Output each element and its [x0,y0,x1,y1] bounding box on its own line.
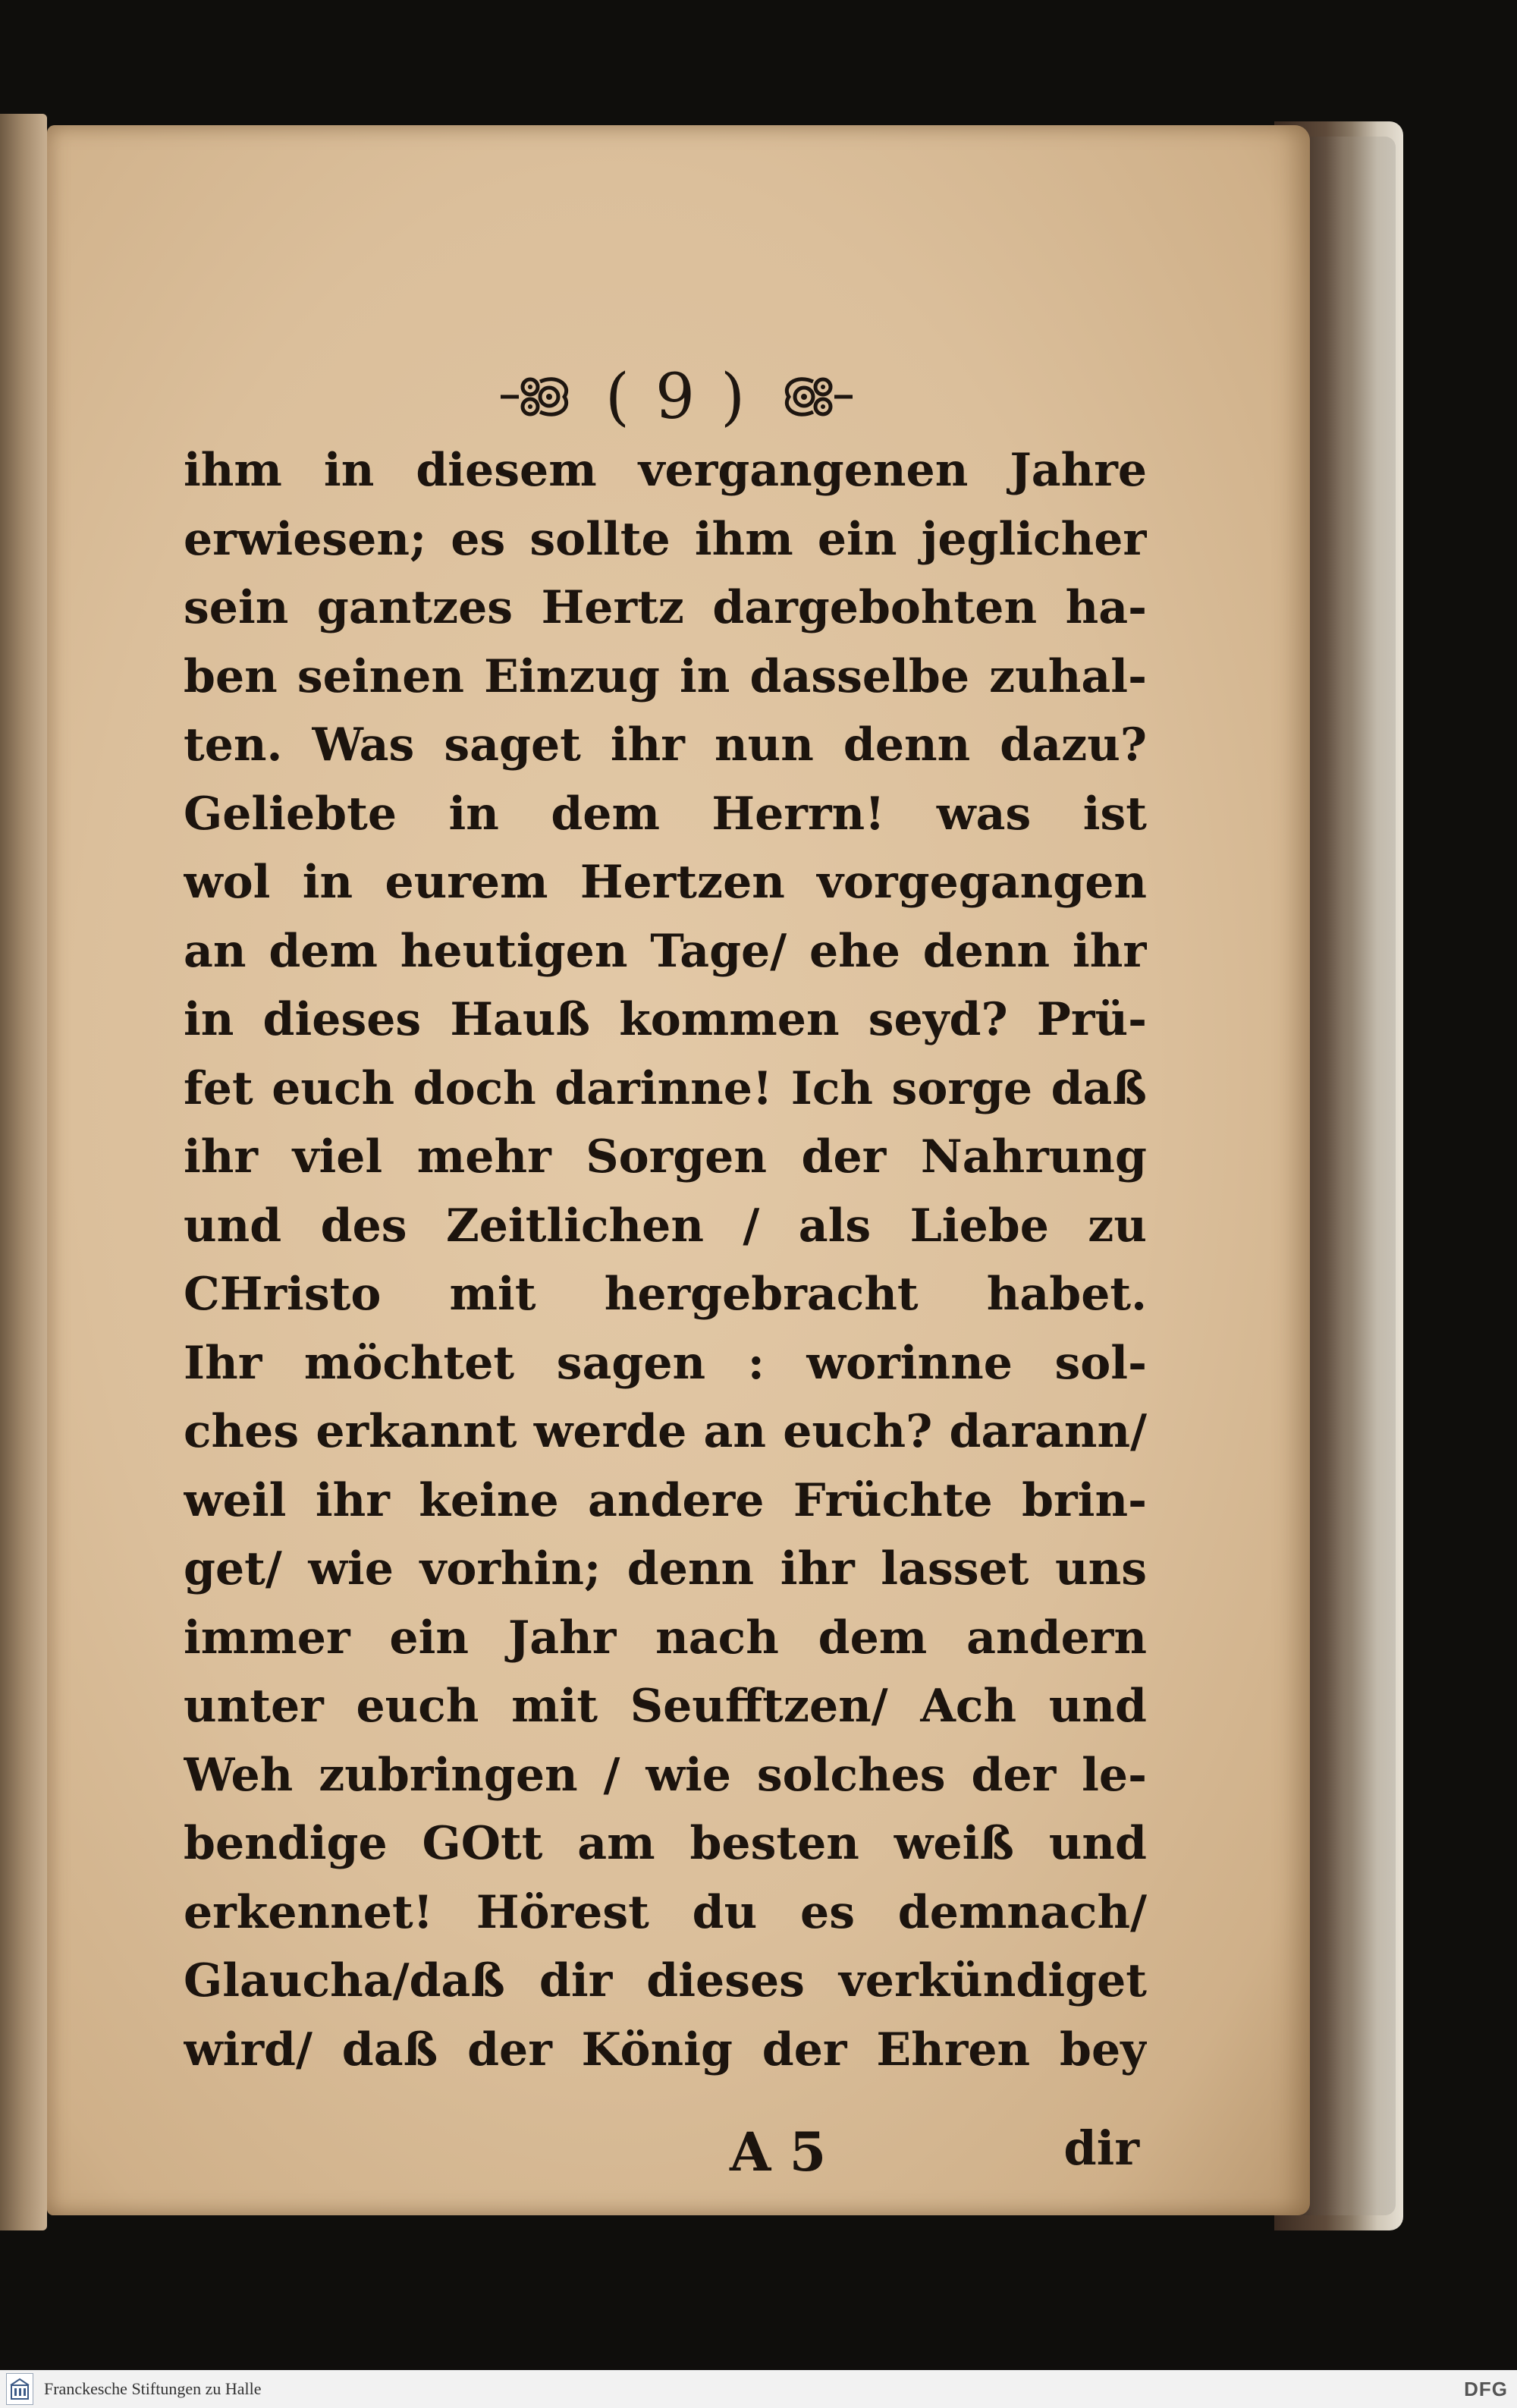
text-line: sein gantzes Hertz dargebohten ha- [184,581,1147,634]
page-footer [184,2120,1147,2196]
dfg-logo[interactable]: DFG [1464,2377,1508,2400]
text-line: in dieses Hauß kommen seyd? Prü- [184,993,1147,1046]
text-line: ben seinen Einzug in dasselbe zuhal- [184,649,1147,703]
text-line: bendige GOtt am besten weiß und [184,1817,1147,1870]
text-line: und des Zeitlichen / als Liebe zu [184,1199,1147,1253]
catchword: dir [1063,2120,1139,2176]
page-number: ( 9 ) [605,360,749,433]
right-ornament-icon [774,370,857,423]
building-icon [10,2378,30,2400]
book-page [47,125,1310,2215]
text-line: Weh zubringen / wie solches der le- [184,1748,1147,1802]
institution-name[interactable]: Franckesche Stiftungen zu Halle [44,2379,262,2398]
text-line: ches erkannt werde an euch? darann/ [184,1405,1147,1458]
text-line: get/ wie vorhin; denn ihr lasset uns [184,1542,1147,1595]
text-line: erkennet! Hörest du es demnach/ [184,1885,1147,1939]
text-line: unter euch mit Seufftzen/ Ach und [184,1680,1147,1733]
text-line: weil ihr keine andere Früchte brin- [184,1473,1147,1527]
body-text [184,436,1147,2084]
text-line: fet euch doch darinne! Ich sorge daß [184,1061,1147,1115]
left-ornament-icon [496,370,579,423]
text-line: wol in eurem Hertzen vorgegangen [184,856,1147,909]
text-line: an dem heutigen Tage/ ehe denn ihr [184,924,1147,978]
previous-page-edge [0,114,47,2230]
text-line: wird/ daß der König der Ehren bey [184,2023,1147,2076]
text-line: CHristo mit hergebracht habet. [184,1268,1147,1321]
text-line: ten. Was saget ihr nun denn dazu? [184,718,1147,772]
signature-mark: A 5 [730,2120,827,2183]
page-header [138,351,1215,442]
text-line: immer ein Jahr nach dem andern [184,1611,1147,1665]
institution-bar [0,2370,1517,2408]
text-line: erwiesen; es sollte ihm ein jeglicher [184,512,1147,566]
text-line: ihr viel mehr Sorgen der Nahrung [184,1130,1147,1184]
institution-logo-icon[interactable] [6,2373,33,2405]
text-line: Glaucha/daß dir dieses verkündiget [184,1954,1147,2007]
text-line: ihm in diesem vergangenen Jahre [184,444,1147,497]
text-line: Geliebte in dem Herrn! was ist [184,787,1147,841]
text-line: Ihr möchtet sagen : worinne sol- [184,1336,1147,1390]
